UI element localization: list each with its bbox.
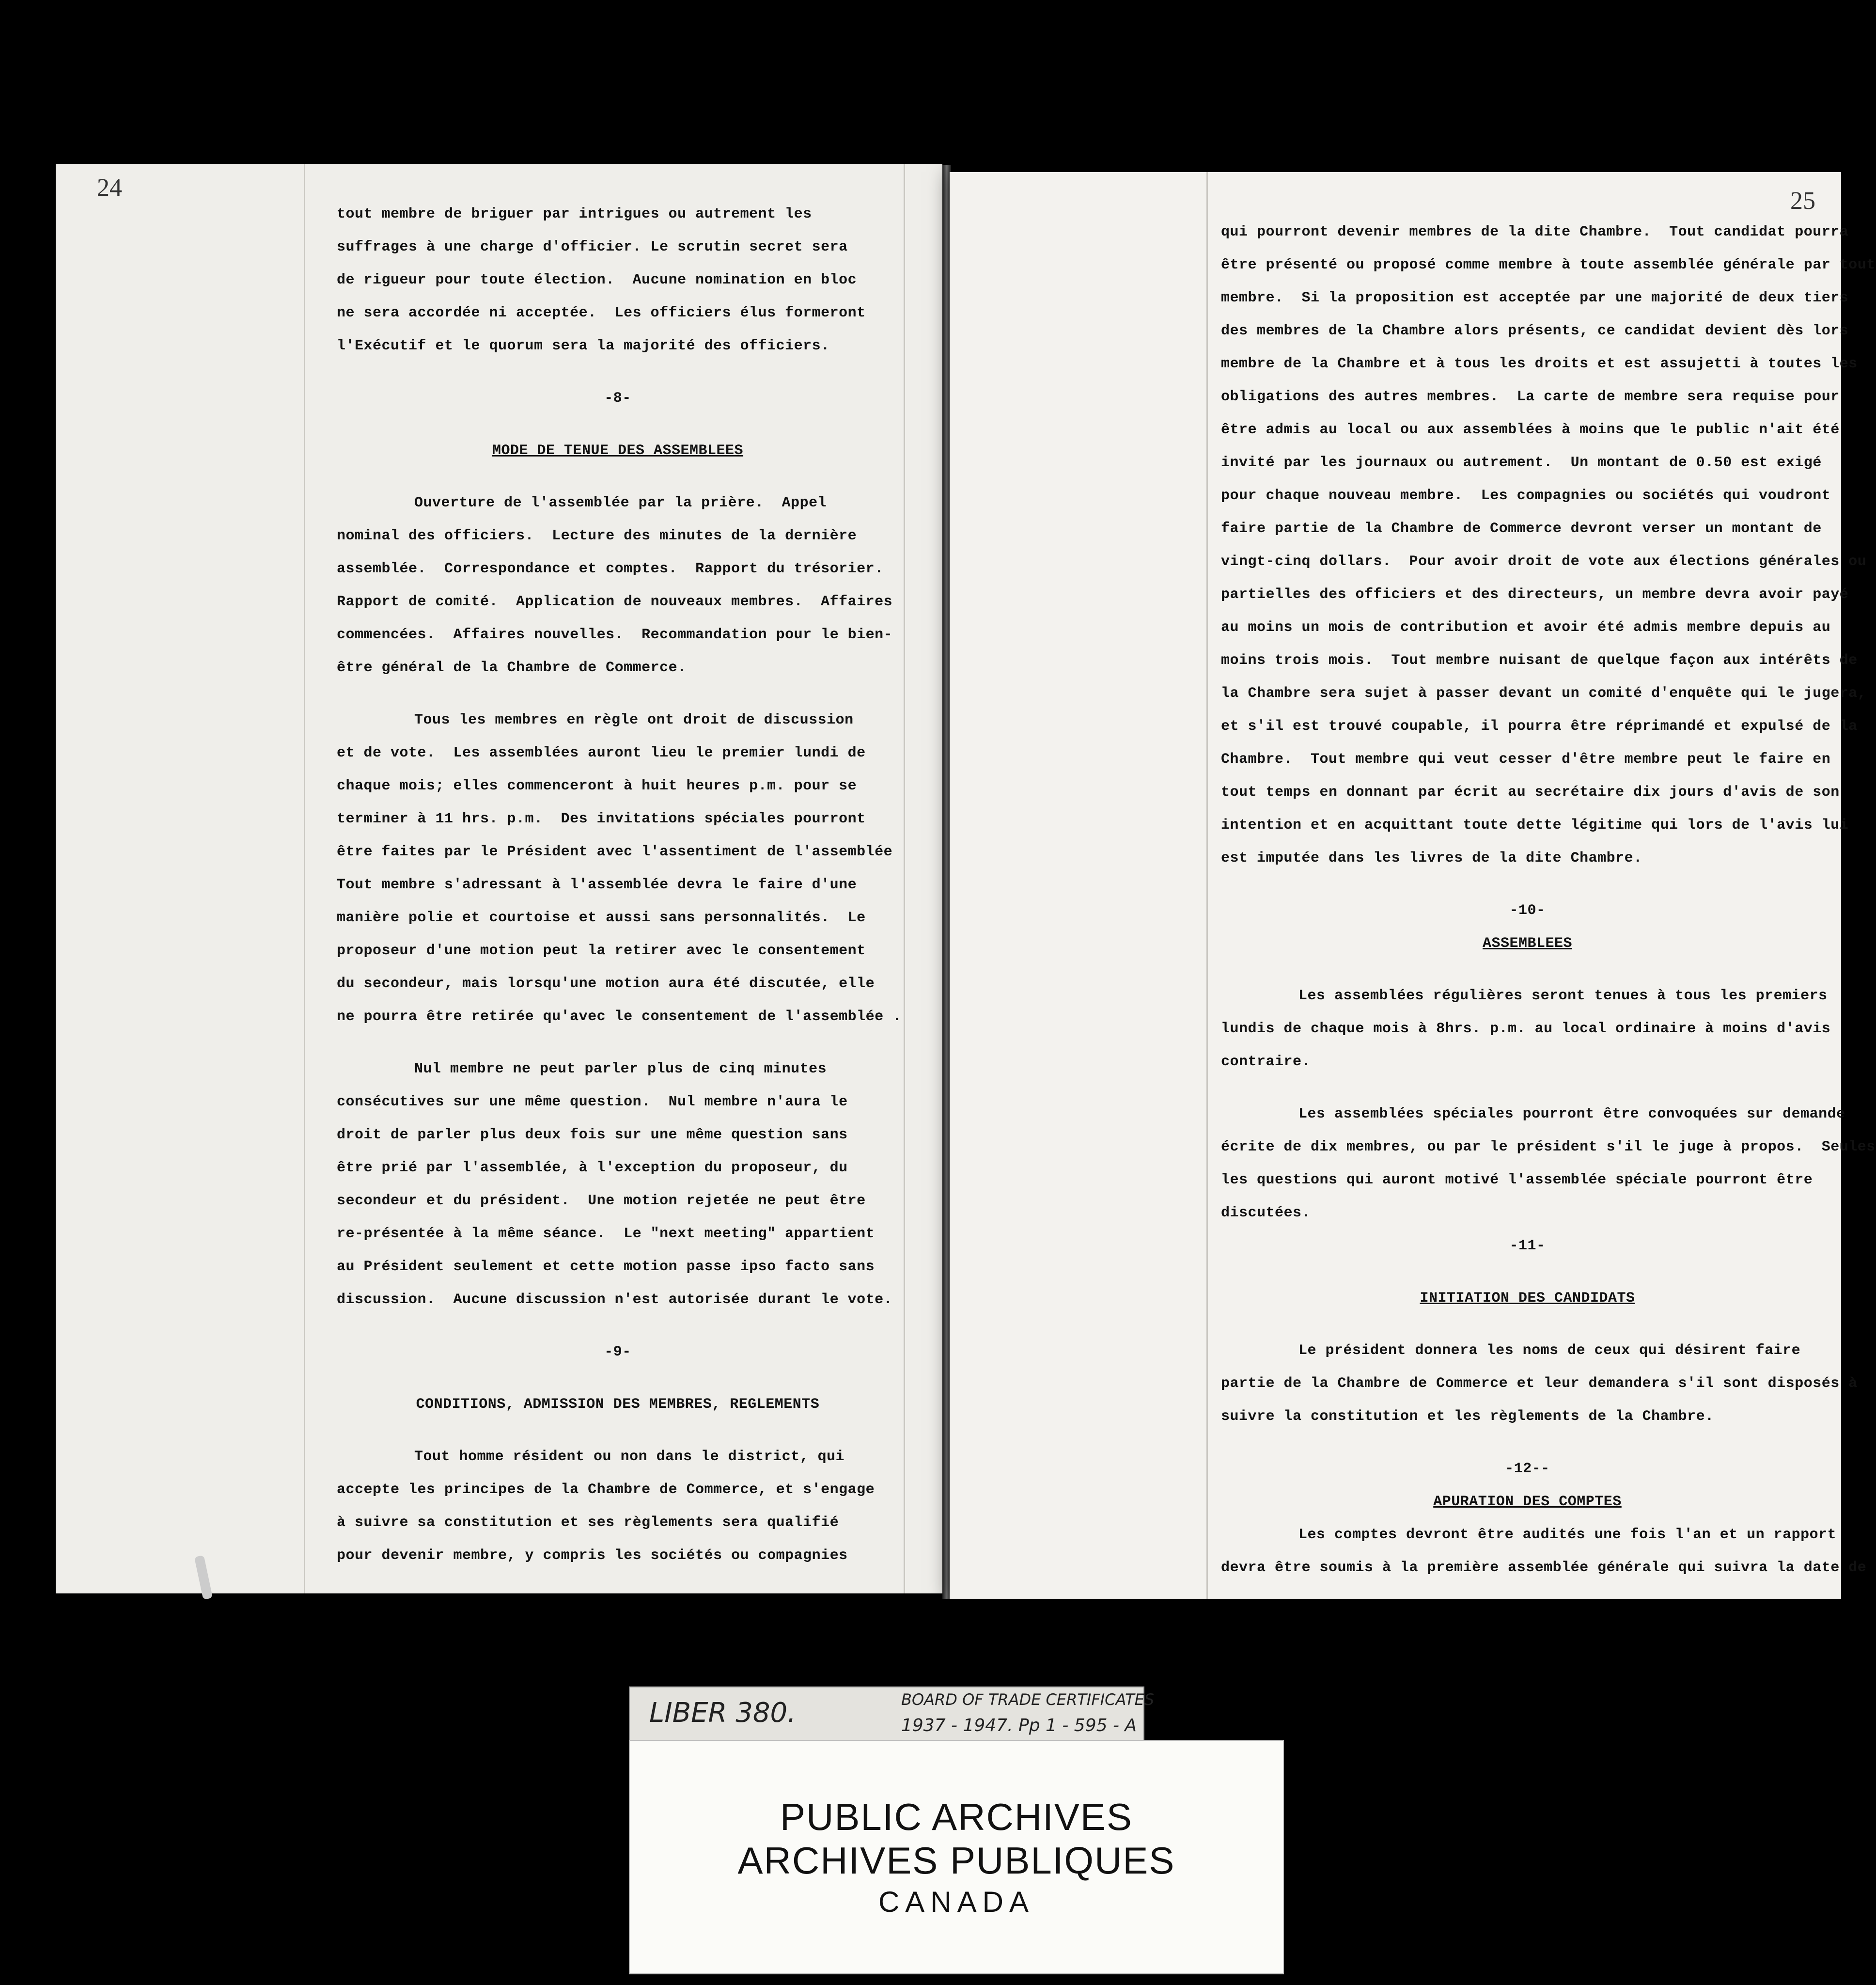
section-number: -8- — [604, 390, 631, 407]
text-line: assemblée. Correspondance et comptes. Rapport du trésorier. — [337, 561, 884, 577]
text-line: accepte les principes de la Chambre de Commerce, et s'engage — [337, 1481, 875, 1498]
paragraph-gap — [337, 467, 899, 487]
text-line: re-présentée à la même séance. Le "next meeting" appartient — [337, 1226, 875, 1242]
text-line: ne sera accordée ni acceptée. Les officiers élus formeront — [337, 305, 866, 321]
text-line: être admis au local ou aux assemblées à moins que le public n'ait été — [1221, 422, 1840, 438]
text-line: moins trois mois. Tout membre nuisant de quelque façon aux intérêts de — [1221, 652, 1858, 669]
text-line: vingt-cinq dollars. Pour avoir droit de vote aux élections générales ou — [1221, 553, 1867, 570]
text-line: Ouverture de l'assemblée par la prière. Appel — [414, 495, 827, 511]
right-page-text — [1221, 216, 1876, 1584]
text-line: Chambre. Tout membre qui veut cesser d'être membre peut le faire en — [1221, 751, 1831, 768]
section-heading: ASSEMBLEES — [1482, 935, 1573, 952]
text-line: les questions qui auront motivé l'assemblée spéciale pourront être — [1221, 1172, 1813, 1188]
label-desc-top: BOARD OF TRADE CERTIFICATES — [901, 1690, 1155, 1709]
text-line: discussion. Aucune discussion n'est autorisée durant le vote. — [337, 1292, 893, 1308]
text-line: suivre la constitution et les règlements de la Chambre. — [1221, 1408, 1714, 1425]
section-number: -10- — [1509, 902, 1546, 919]
paragraph-gap — [1221, 1078, 1834, 1098]
text-line: du secondeur, mais lorsqu'une motion aura été discutée, elle — [337, 976, 875, 992]
text-line: pour devenir membre, y compris les sociétés ou compagnies — [337, 1547, 848, 1564]
text-line: qui pourront devenir membres de la dite Chambre. Tout candidat pourra — [1221, 224, 1849, 240]
text-line: être prié par l'assemblée, à l'exception du proposeur, du — [337, 1160, 848, 1176]
text-line: est imputée dans les livres de la dite Chambre. — [1221, 850, 1642, 866]
handwritten-label-strip — [629, 1686, 1155, 1742]
text-line: partielles des officiers et des directeurs, un membre devra avoir payé — [1221, 586, 1849, 603]
text-line: chaque mois; elles commenceront à huit heures p.m. pour se — [337, 778, 857, 794]
right-page — [950, 172, 1876, 1599]
text-line: Les assemblées régulières seront tenues à tous les premiers — [1298, 988, 1828, 1004]
section-heading: CONDITIONS, ADMISSION DES MEMBRES, REGLEMENTS — [416, 1396, 820, 1413]
text-line: Tout homme résident ou non dans le district, qui — [414, 1449, 845, 1465]
text-line: être faites par le Président avec l'assentiment de l'assemblée — [337, 844, 893, 860]
text-line: membre de la Chambre et à tous les droits et est assujetti à toutes les — [1221, 356, 1858, 372]
text-line: tout membre de briguer par intrigues ou autrement les — [337, 206, 812, 222]
right-margin-line — [904, 164, 905, 1593]
paragraph-gap — [1221, 875, 1834, 894]
text-line: nominal des officiers. Lecture des minutes de la dernière — [337, 528, 857, 544]
paragraph-gap — [337, 1033, 899, 1053]
text-line: pour chaque nouveau membre. Les compagnies ou sociétés qui voudront — [1221, 488, 1831, 504]
page-number-right: 25 — [1790, 187, 1815, 215]
text-line: à suivre sa constitution et ses règlements sera qualifié — [337, 1514, 839, 1531]
text-line: Les assemblées spéciales pourront être convoquées sur demande — [1298, 1106, 1845, 1122]
text-line: lundis de chaque mois à 8hrs. p.m. au local ordinaire à moins d'avis — [1221, 1021, 1831, 1037]
left-page — [56, 164, 942, 1593]
text-line: manière polie et courtoise et aussi sans personnalités. Le — [337, 910, 866, 926]
text-line: secondeur et du président. Une motion rejetée ne peut être — [337, 1193, 866, 1209]
left-margin-line — [304, 164, 305, 1593]
paragraph-gap — [1221, 1433, 1834, 1452]
text-line: Rapport de comité. Application de nouveaux membres. Affaires — [337, 594, 893, 610]
paragraph-gap — [337, 684, 899, 704]
text-line: obligations des autres membres. La carte de membre sera requise pour — [1221, 389, 1840, 405]
text-line: être présenté ou proposé comme membre à toute assemblée générale par tout — [1221, 257, 1876, 273]
section-number: -11- — [1509, 1238, 1546, 1254]
paragraph-gap — [337, 1421, 899, 1440]
text-line: l'Exécutif et le quorum sera la majorité des officiers. — [337, 338, 830, 354]
text-line: au Président seulement et cette motion passe ipso facto sans — [337, 1259, 875, 1275]
text-line: Tout membre s'adressant à l'assemblée devra le faire d'une — [337, 877, 857, 893]
section-number: -9- — [604, 1344, 631, 1360]
text-line: partie de la Chambre de Commerce et leur demandera s'il sont disposés à — [1221, 1375, 1858, 1392]
archive-line-country: CANADA — [878, 1886, 1035, 1919]
text-line: invité par les journaux ou autrement. Un montant de 0.50 est exigé — [1221, 455, 1822, 471]
paragraph-gap — [1221, 1262, 1834, 1282]
text-line: de rigueur pour toute élection. Aucune nomination en bloc — [337, 272, 857, 288]
text-line: Le président donnera les noms de ceux qui désirent faire — [1298, 1342, 1801, 1359]
archive-line-french: ARCHIVES PUBLIQUES — [737, 1839, 1175, 1882]
section-heading: MODE DE TENUE DES ASSEMBLEES — [492, 442, 744, 459]
text-line: être général de la Chambre de Commerce. — [337, 660, 687, 676]
section-heading: APURATION DES COMPTES — [1433, 1494, 1622, 1510]
text-line: tout temps en donnant par écrit au secrétaire dix jours d'avis de son — [1221, 784, 1840, 801]
label-desc-bottom: 1937 - 1947. Pp 1 - 595 - A — [901, 1716, 1137, 1735]
text-line: contraire. — [1221, 1054, 1311, 1070]
section-number: -12-- — [1505, 1461, 1550, 1477]
text-line: discutées. — [1221, 1205, 1311, 1221]
text-line: proposeur d'une motion peut la retirer avec le consentement — [337, 943, 866, 959]
paragraph-gap — [337, 1316, 899, 1336]
archive-line-english: PUBLIC ARCHIVES — [780, 1795, 1133, 1838]
text-line: membre. Si la proposition est acceptée par une majorité de deux tiers — [1221, 290, 1849, 306]
text-line: ne pourra être retirée qu'avec le consentement de l'assemblée . — [337, 1008, 902, 1025]
text-line: suffrages à une charge d'officier. Le scrutin secret sera — [337, 239, 848, 255]
left-page-text — [337, 198, 902, 1572]
section-heading: INITIATION DES CANDIDATS — [1420, 1290, 1635, 1307]
paragraph-gap — [337, 1369, 899, 1388]
liber-label: LIBER 380. — [649, 1697, 796, 1729]
text-line: écrite de dix membres, ou par le président s'il le juge à propos. Seules — [1221, 1139, 1876, 1155]
right-page-margin-line — [1206, 172, 1208, 1599]
text-line: consécutives sur une même question. Nul membre n'aura le — [337, 1094, 848, 1110]
text-line: droit de parler plus deux fois sur une même question sans — [337, 1127, 848, 1143]
paragraph-gap — [1221, 960, 1834, 979]
paragraph-gap — [337, 415, 899, 434]
text-line: Tous les membres en règle ont droit de discussion — [414, 712, 854, 728]
text-line: devra être soumis à la première assemblée générale qui suivra la date de — [1221, 1560, 1867, 1576]
text-line: et s'il est trouvé coupable, il pourra être réprimandé et expulsé de la — [1221, 718, 1858, 735]
text-line: au moins un mois de contribution et avoir été admis membre depuis au — [1221, 619, 1831, 636]
text-line: la Chambre sera sujet à passer devant un comité d'enquête qui le jugera, — [1221, 685, 1867, 702]
text-line: Nul membre ne peut parler plus de cinq minutes — [414, 1061, 827, 1077]
archive-stamp — [629, 1740, 1284, 1974]
paragraph-gap — [1221, 1315, 1834, 1334]
page-number-left: 24 — [97, 174, 122, 202]
text-line: et de vote. Les assemblées auront lieu le premier lundi de — [337, 745, 866, 761]
text-line: commencées. Affaires nouvelles. Recommandation pour le bien- — [337, 627, 893, 643]
text-line: intention et en acquittant toute dette légitime qui lors de l'avis lui — [1221, 817, 1849, 834]
text-line: terminer à 11 hrs. p.m. Des invitations spéciales pourront — [337, 811, 866, 827]
paragraph-gap — [337, 362, 899, 382]
text-line: des membres de la Chambre alors présents, ce candidat devient dès lors — [1221, 323, 1849, 339]
text-line: Les comptes devront être audités une fois l'an et un rapport — [1298, 1527, 1837, 1543]
text-line: faire partie de la Chambre de Commerce devront verser un montant de — [1221, 520, 1822, 537]
